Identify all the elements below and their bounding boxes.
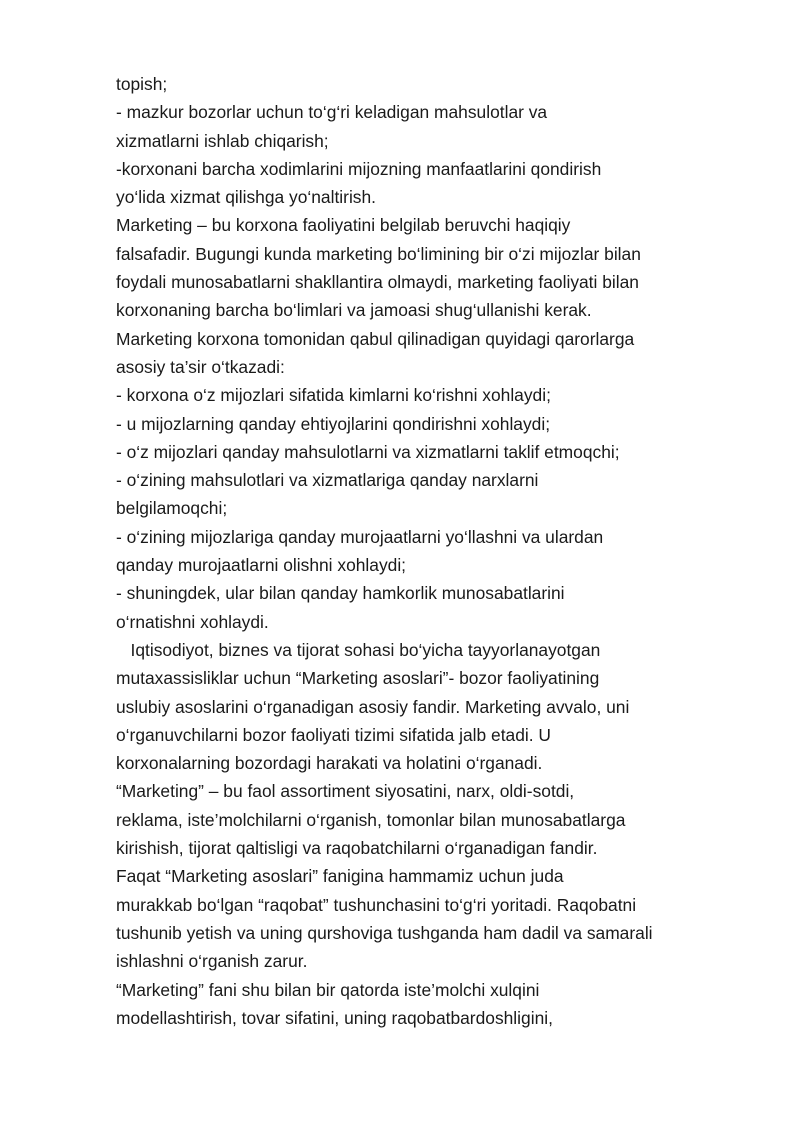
text-line: ishlashni o‘rganish zarur.: [116, 951, 308, 972]
text-line: “Marketing” fani shu bilan bir qatorda iste’molchi xulqini: [116, 979, 540, 1000]
text-line: - o‘z mijozlari qanday mahsulotlarni va xizmatlarni taklif etmoqchi;: [116, 441, 620, 462]
text-line: yo‘lida xizmat qilishga yo‘naltirish.: [116, 187, 377, 208]
text-line: -korxonani barcha xodimlarini mijozning manfaatlarini qondirish: [116, 158, 602, 179]
text-line: modellashtirish, tovar sifatini, uning raqobatbardoshligini,: [116, 1007, 553, 1028]
text-line: - mazkur bozorlar uchun to‘g‘ri keladigan mahsulotlar va: [116, 102, 548, 123]
text-line: asosiy ta’sir o‘tkazadi:: [116, 356, 285, 377]
text-line: Iqtisodiyot, biznes va tijorat sohasi bo‘yicha tayyorlanayotgan: [116, 639, 601, 660]
text-line: kirishish, tijorat qaltisligi va raqobatchilarni o‘rganadigan fandir.: [116, 838, 598, 859]
text-line: reklama, iste’molchilarni o‘rganish, tomonlar bilan munosabatlarga: [116, 809, 626, 830]
text-line: mutaxassisliklar uchun “Marketing asoslari”- bozor faoliyatining: [116, 668, 600, 689]
text-line: uslubiy asoslarini o‘rganadigan asosiy fandir. Marketing avvalo, uni: [116, 696, 630, 717]
text-line: foydali munosabatlarni shakllantira olmaydi, marketing faoliyati bilan: [116, 272, 639, 293]
text-line: murakkab bo‘lgan “raqobat” tushunchasini to‘g‘ri yoritadi. Raqobatni: [116, 894, 637, 915]
text-line: “Marketing” – bu faol assortiment siyosatini, narx, oldi-sotdi,: [116, 781, 575, 802]
text-line: Faqat “Marketing asoslari” fanigina hammamiz uchun juda: [116, 866, 564, 887]
text-line: korxonaning barcha bo‘limlari va jamoasi shug‘ullanishi kerak.: [116, 300, 592, 321]
text-line: - o‘zining mijozlariga qanday murojaatlarni yo‘llashni va ulardan: [116, 526, 604, 547]
text-line: topish;: [116, 74, 168, 94]
text-line: - o‘zining mahsulotlari va xizmatlariga qanday narxlarni: [116, 470, 539, 491]
text-line: - u mijozlarning qanday ehtiyojlarini qondirishni xohlaydi;: [116, 413, 551, 434]
document-page: [116, 70, 726, 1032]
text-line: - shuningdek, ular bilan qanday hamkorlik munosabatlarini: [116, 583, 565, 604]
text-line: o‘rnatishni xohlaydi.: [116, 611, 269, 632]
text-line: qanday murojaatlarni olishni xohlaydi;: [116, 555, 407, 576]
text-line: tushunib yetish va uning qurshoviga tushganda ham dadil va samarali: [116, 922, 653, 943]
text-line: xizmatlarni ishlab chiqarish;: [116, 130, 329, 151]
text-line: o‘rganuvchilarni bozor faoliyati tizimi sifatida jalb etadi. U: [116, 724, 551, 745]
text-line: falsafadir. Bugungi kunda marketing bo‘limining bir o‘zi mijozlar bilan: [116, 243, 641, 264]
text-line: belgilamoqchi;: [116, 498, 228, 519]
text-line: Marketing – bu korxona faoliyatini belgilab beruvchi haqiqiy: [116, 215, 571, 236]
text-line: korxonalarning bozordagi harakati va holatini o‘rganadi.: [116, 753, 543, 774]
text-line: Marketing korxona tomonidan qabul qilinadigan quyidagi qarorlarga: [116, 328, 635, 349]
text-line: - korxona o‘z mijozlari sifatida kimlarni ko‘rishni xohlaydi;: [116, 385, 551, 406]
